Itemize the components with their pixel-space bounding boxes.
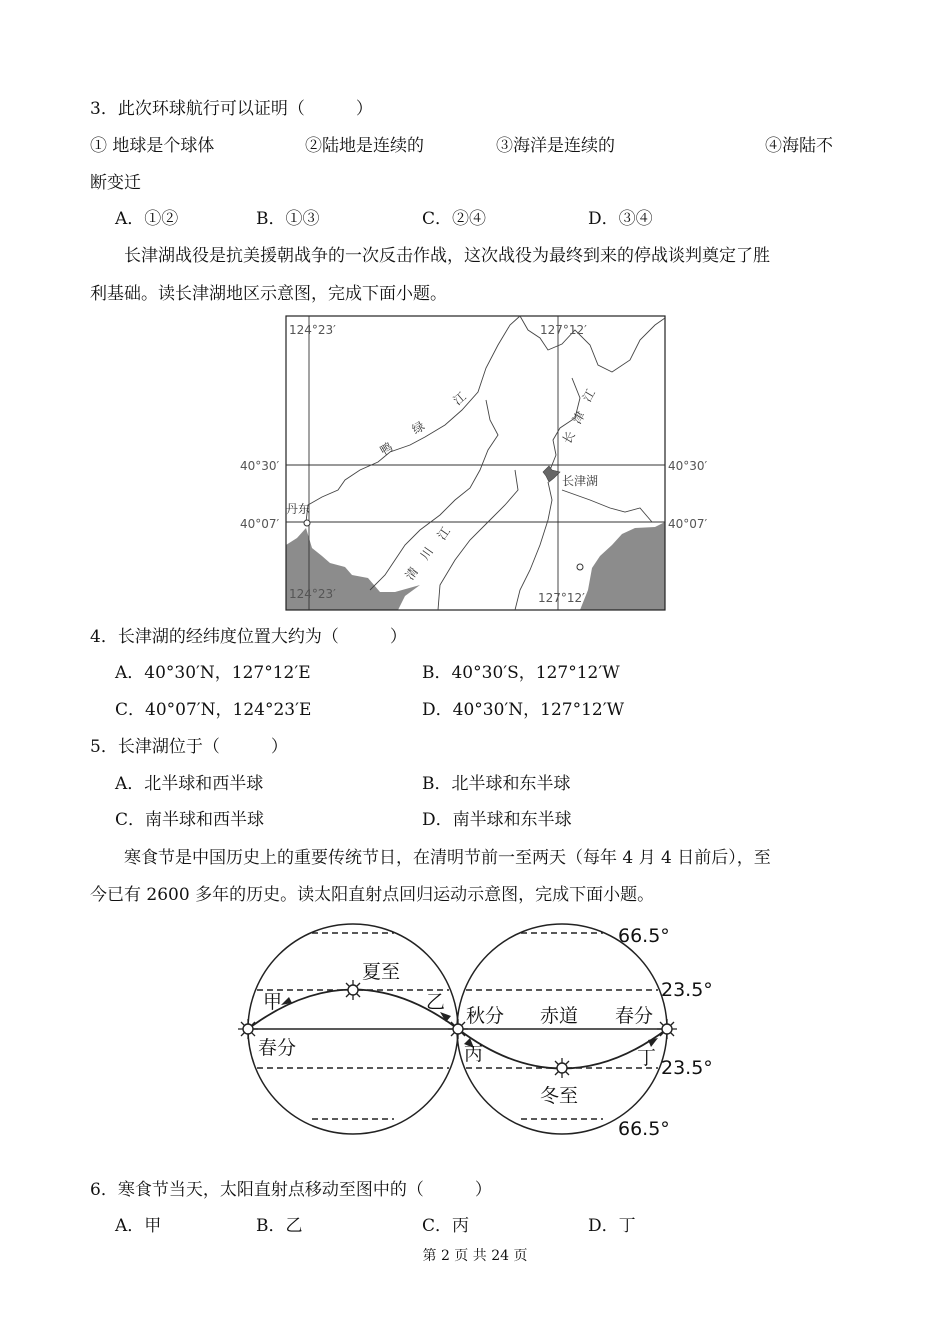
river-southeast <box>562 490 652 522</box>
label-spring-equinox-right: 春分 <box>615 1005 654 1027</box>
q4-option-d: D．40°30′N，127°12′W <box>422 700 625 720</box>
q3-stem: 3．此次环球航行可以证明（ ） <box>90 99 373 119</box>
lake-label: 长津湖 <box>562 474 599 488</box>
q3-statement-4: ④海陆不 <box>765 136 833 156</box>
label-665s: 66.5° <box>618 1118 670 1140</box>
qingchuan-char-3: 江 <box>434 524 454 543</box>
q5-option-c: C．南半球和西半球 <box>115 810 265 830</box>
lon-label-bottom-right: 127°12′ <box>538 591 585 605</box>
q4-option-a: A．40°30′N，127°12′E <box>115 663 311 683</box>
q6-option-c: C．丙 <box>422 1216 470 1236</box>
changjin-river-char-1: 长 <box>559 428 578 447</box>
q3-option-c: C．②④ <box>422 209 487 229</box>
sun-icon-spring-right <box>657 1019 677 1039</box>
label-bing: 丙 <box>464 1043 484 1065</box>
q3-statement-4-cont: 断变迁 <box>90 173 141 193</box>
passage1-line2: 利基础。读长津湖地区示意图，完成下面小题。 <box>90 284 447 304</box>
q6-stem: 6．寒食节当天，太阳直射点移动至图中的（ ） <box>90 1180 492 1200</box>
sun-icon-spring-left <box>238 1019 258 1039</box>
lon-label-top-right: 127°12′ <box>540 323 587 337</box>
q5-option-a: A．北半球和西半球 <box>115 774 264 794</box>
yalu-char-3: 江 <box>450 389 469 408</box>
label-yi: 乙 <box>426 991 446 1013</box>
changjin-lake-map <box>230 310 720 615</box>
page-footer: 第 2 页 共 24 页 <box>422 1248 528 1264</box>
q3-statement-2: ②陆地是连续的 <box>305 136 424 156</box>
label-235s: 23.5° <box>661 1057 713 1079</box>
q6-option-d: D．丁 <box>588 1216 636 1236</box>
lat-label-left-top: 40°30′ <box>240 459 280 473</box>
sun-icon-autumn <box>448 1019 468 1039</box>
q6-option-b: B．乙 <box>256 1216 303 1236</box>
lat-label-left-bottom: 40°07′ <box>240 517 280 531</box>
town-dot <box>577 564 583 570</box>
label-winter-solstice: 冬至 <box>540 1085 579 1107</box>
label-autumn-equinox: 秋分 <box>466 1005 505 1027</box>
q4-stem: 4．长津湖的经纬度位置大约为（ ） <box>90 627 407 647</box>
changjin-river <box>548 378 580 475</box>
q3-option-d: D．③④ <box>588 209 653 229</box>
arrow-ding <box>648 1038 658 1047</box>
label-summer-solstice: 夏至 <box>362 961 401 983</box>
q5-option-d: D．南半球和东半球 <box>422 810 572 830</box>
changjin-river-char-3: 江 <box>579 386 598 405</box>
q3-statement-3: ③海洋是连续的 <box>496 136 615 156</box>
label-ding: 丁 <box>637 1047 657 1069</box>
label-235n: 23.5° <box>661 979 713 1001</box>
q4-option-c: C．40°07′N，124°23′E <box>115 700 312 720</box>
sun-migration-diagram <box>235 918 725 1150</box>
q6-option-a: A．甲 <box>115 1216 162 1236</box>
q5-option-b: B．北半球和东半球 <box>422 774 571 794</box>
qingchuan-char-1: 清 <box>402 564 422 583</box>
qingchuan-river <box>438 470 518 610</box>
lat-label-right-top: 40°30′ <box>668 459 708 473</box>
lon-label-bottom-left: 124°23′ <box>289 587 336 601</box>
q3-statement-1: ① 地球是个球体 <box>90 136 215 156</box>
passage1-line1: 长津湖战役是抗美援朝战争的一次反击作战，这次战役为最终到来的停战谈判奠定了胜 <box>124 246 770 266</box>
q3-option-a: A．①② <box>115 209 179 229</box>
label-jia: 甲 <box>263 991 283 1013</box>
changjin-river-char-2: 津 <box>569 408 588 427</box>
sun-icon-winter <box>552 1058 572 1078</box>
passage2-line1: 寒食节是中国历史上的重要传统节日，在清明节前一至两天（每年 4 月 4 日前后），至 <box>124 848 771 868</box>
river-inner-1 <box>370 400 498 590</box>
passage2-line2: 今已有 2600 多年的历史。读太阳直射点回归运动示意图，完成下面小题。 <box>90 885 655 905</box>
label-spring-equinox-left: 春分 <box>258 1037 297 1059</box>
yalu-river <box>306 316 520 522</box>
sun-icon-summer <box>343 980 363 1000</box>
q4-option-b: B．40°30′S，127°12′W <box>422 663 620 683</box>
coast-shade-right <box>580 522 665 610</box>
qingchuan-char-2: 川 <box>417 544 437 563</box>
dandong-city-dot <box>304 520 310 526</box>
yalu-char-2: 绿 <box>409 418 428 437</box>
changjin-lake <box>543 466 560 482</box>
yalu-char-1: 鸭 <box>377 439 396 458</box>
label-665n: 66.5° <box>618 925 670 947</box>
q5-stem: 5．长津湖位于（ ） <box>90 737 288 757</box>
lon-label-top-left: 124°23′ <box>289 323 336 337</box>
dandong-label: 丹东 <box>286 502 311 516</box>
lat-label-right-bottom: 40°07′ <box>668 517 708 531</box>
label-equator: 赤道 <box>540 1005 579 1027</box>
q3-option-b: B．①③ <box>256 209 320 229</box>
